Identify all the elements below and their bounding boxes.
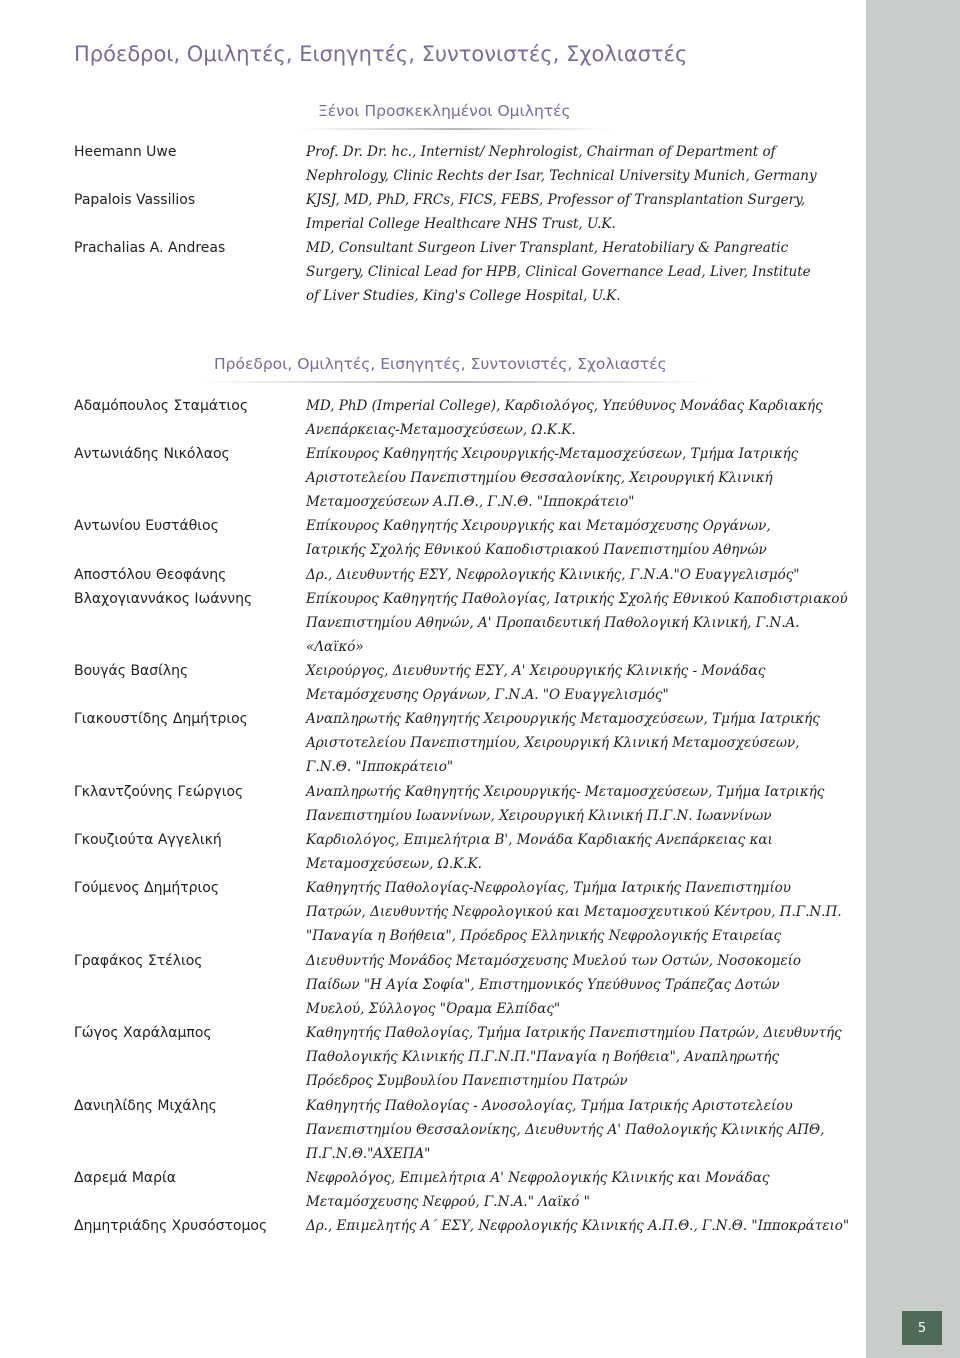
description-line: Π.Γ.Ν.Θ."ΑΧΕΠΑ": [306, 1146, 431, 1163]
description-line: Γ.Ν.Θ. "Ιπποκράτειο": [306, 759, 454, 776]
page-number: 5: [902, 1311, 942, 1345]
speaker-name: Αντωνίου Ευστάθιος: [74, 518, 219, 534]
description-line: Διευθυντής Μονάδος Μεταμόσχευσης Μυελού των Οστών, Νοσοκομείο: [306, 953, 802, 969]
speaker-name: Γιακουστίδης Δημήτριος: [74, 711, 248, 727]
speaker-description: [306, 1166, 856, 1214]
description-line: «Λαϊκό»: [306, 639, 364, 656]
side-band: [866, 0, 960, 1358]
speaker-name: Γώγος Χαράλαμπος: [74, 1025, 212, 1041]
description-line: Καθηγητής Παθολογίας, Τμήμα Ιατρικής Πανεπιστημίου Πατρών, Διευθυντής: [306, 1025, 842, 1041]
description-line: Πανεπιστημίου Θεσσαλονίκης, Διευθυντής Α' Παθολογικής Κλινικής ΑΠΘ,: [306, 1122, 825, 1139]
speakers-heading: Πρόεδροι, Ομιλητές, Εισηγητές, Συντονιστές, Σχολιαστές: [214, 355, 667, 373]
description-line: Μεταμοσχεύσεων Α.Π.Θ., Γ.Ν.Θ. "Ιπποκράτειο": [306, 494, 635, 511]
description-line: Παίδων "Η Αγία Σοφία", Επιστημονικός Υπεύθυνος Τράπεζας Δοτών: [306, 977, 780, 994]
speaker-name: Αδαμόπουλος Σταμάτιος: [74, 398, 249, 414]
description-line: Καθηγητής Παθολογίας - Ανοσολογίας, Τμήμα Ιατρικής Αριστοτελείου: [306, 1098, 793, 1114]
speaker-description: [306, 1094, 856, 1167]
guest-name: Prachalias A. Andreas: [74, 240, 226, 256]
speaker-name: Αποστόλου Θεοφάνης: [74, 567, 227, 583]
description-line: Επίκουρος Καθηγητής Χειρουργικής-Μεταμοσχεύσεων, Τμήμα Ιατρικής: [306, 446, 799, 462]
description-line: Νεφρολόγος, Επιμελήτρια Α' Νεφρολογικής Κλινικής και Μονάδας: [306, 1170, 770, 1186]
description-line: Prof. Dr. Dr. hc., Internist/ Nephrologist, Chairman of Department of: [306, 144, 776, 160]
guests-heading: Ξένοι Προσκεκλημένοι Ομιλητές: [318, 102, 571, 120]
description-line: MD, Consultant Surgeon Liver Transplant, Heratobiliary & Pangreatic: [306, 240, 789, 256]
description-line: Μεταμοσχεύσεων, Ω.Κ.Κ.: [306, 856, 482, 873]
speaker-name: Γούμενος Δημήτριος: [74, 880, 220, 896]
speaker-description: [306, 1021, 856, 1094]
description-line: Επίκουρος Καθηγητής Χειρουργικής και Μεταμόσχευσης Οργάνων,: [306, 518, 771, 534]
guest-name: Papalois Vassilios: [74, 192, 196, 208]
description-line: Καρδιολόγος, Επιμελήτρια Β', Μονάδα Καρδιακής Ανεπάρκειας και: [306, 832, 773, 848]
speaker-name: Δημητριάδης Χρυσόστομος: [74, 1218, 268, 1234]
speaker-description: [306, 659, 856, 707]
speaker-description: [306, 876, 856, 949]
speaker-description: [306, 707, 856, 780]
speaker-description: [306, 587, 856, 660]
speaker-description: [306, 563, 856, 587]
description-line: Παθολογικής Κλινικής Π.Γ.Ν.Π."Παναγία η Βοήθεια", Αναπληρωτής: [306, 1049, 780, 1066]
description-line: Δρ., Διευθυντής ΕΣΥ, Νεφρολογικής Κλινικής, Γ.Ν.Α."Ο Ευαγγελισμός": [306, 567, 800, 583]
description-line: Αριστοτελείου Πανεπιστημίου, Χειρουργική Κλινική Μεταμοσχεύσεων,: [306, 735, 800, 752]
description-line: KJSJ, MD, PhD, FRCs, FICS, FEBS, Professor of Transplantation Surgery,: [306, 192, 806, 208]
description-line: Δρ., Επιμελητής Α΄ ΕΣΥ, Νεφρολογικής Κλινικής Α.Π.Θ., Γ.Ν.Θ. "Ιπποκράτειο": [306, 1218, 850, 1234]
speaker-description: [306, 949, 856, 1022]
speaker-name: Βουγάς Βασίλης: [74, 663, 189, 679]
description-line: Καθηγητής Παθολογίας-Νεφρολογίας, Τμήμα Ιατρικής Πανεπιστημίου: [306, 880, 791, 896]
speaker-name: Βλαχογιαννάκος Ιωάννης: [74, 591, 253, 607]
description-line: Πανεπιστημίου Αθηνών, Α' Προπαιδευτική Παθολογική Κλινική, Γ.Ν.Α.: [306, 615, 800, 632]
description-line: Αριστοτελείου Πανεπιστημίου Θεσσαλονίκης, Χειρουργική Κλινική: [306, 470, 773, 487]
description-line: Ανεπάρκειας-Μεταμοσχεύσεων, Ω.Κ.Κ.: [306, 422, 576, 439]
description-line: Μεταμόσχευσης Νεφρού, Γ.Ν.Α." Λαϊκό ": [306, 1194, 590, 1211]
speaker-name: Γκλαντζούνης Γεώργιος: [74, 784, 244, 800]
description-line: Χειρούργος, Διευθυντής ΕΣΥ, Α' Χειρουργικής Κλινικής - Μονάδας: [306, 663, 766, 679]
speaker-description: [306, 514, 856, 562]
speaker-description: [306, 828, 856, 876]
description-line: Πατρών, Διευθυντής Νεφρολογικού και Μεταμοσχευτικού Κέντρου, Π.Γ.Ν.Π.: [306, 904, 842, 921]
page-title: Πρόεδροι, Ομιλητές, Εισηγητές, Συντονιστές, Σχολιαστές: [74, 42, 688, 66]
description-line: Αναπληρωτής Καθηγητής Χειρουργικής- Μεταμοσχεύσεων, Τμήμα Ιατρικής: [306, 784, 825, 800]
speaker-description: [306, 394, 856, 442]
guest-description: [306, 236, 856, 309]
speaker-description: [306, 1214, 856, 1238]
speakers-heading-rule: [200, 381, 710, 383]
guest-description: [306, 140, 856, 188]
speaker-name: Γκουζιούτα Αγγελική: [74, 832, 222, 848]
speaker-name: Δανιηλίδης Μιχάλης: [74, 1098, 217, 1114]
description-line: Αναπληρωτής Καθηγητής Χειρουργικής Μεταμοσχεύσεων, Τμήμα Ιατρικής: [306, 711, 820, 727]
description-line: Ιατρικής Σχολής Εθνικού Καποδιστριακού Πανεπιστημίου Αθηνών: [306, 542, 767, 559]
description-line: Πανεπιστημίου Ιωαννίνων, Χειρουργική Κλινική Π.Γ.Ν. Ιωαννίνων: [306, 808, 772, 825]
guest-description: [306, 188, 856, 236]
description-line: Surgery, Clinical Lead for HPB, Clinical Governance Lead, Liver, Institute: [306, 264, 811, 281]
description-line: MD, PhD (Imperial College), Καρδιολόγος, Υπεύθυνος Μονάδας Καρδιακής: [306, 398, 823, 414]
description-line: Μεταμόσχευσης Οργάνων, Γ.Ν.Α. "Ο Ευαγγελισμός": [306, 687, 669, 704]
speaker-name: Γραφάκος Στέλιος: [74, 953, 203, 969]
speaker-description: [306, 442, 856, 515]
description-line: Imperial College Healthcare NHS Trust, U.K.: [306, 216, 616, 233]
description-line: Πρόεδρος Συμβουλίου Πανεπιστημίου Πατρών: [306, 1073, 628, 1090]
description-line: Μυελού, Σύλλογος "Όραμα Ελπίδας": [306, 1001, 561, 1018]
guest-name: Heemann Uwe: [74, 144, 177, 160]
description-line: "Παναγία η Βοήθεια", Πρόεδρος Ελληνικής Νεφρολογικής Εταιρείας: [306, 928, 782, 945]
guests-heading-rule: [300, 128, 610, 130]
description-line: Nephrology, Clinic Rechts der Isar, Technical University Munich, Germany: [306, 168, 817, 185]
description-line: of Liver Studies, King's College Hospital, U.K.: [306, 288, 621, 305]
speaker-name: Αντωνιάδης Νικόλαος: [74, 446, 230, 462]
description-line: Επίκουρος Καθηγητής Παθολογίας, Ιατρικής Σχολής Εθνικού Καποδιστριακού: [306, 591, 848, 607]
speaker-name: Δαρεμά Μαρία: [74, 1170, 177, 1186]
speaker-description: [306, 780, 856, 828]
